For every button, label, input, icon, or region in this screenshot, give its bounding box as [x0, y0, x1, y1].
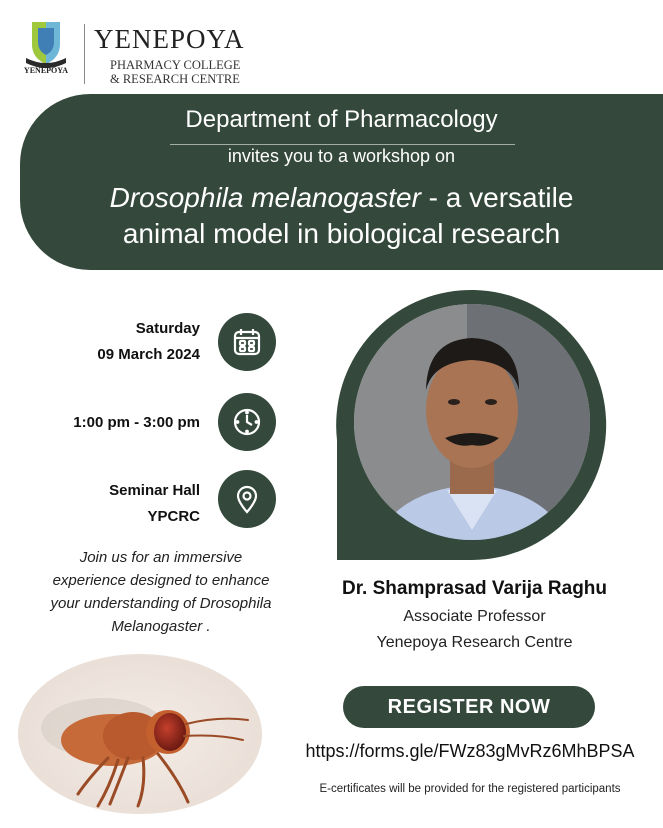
crest-caption: YENEPOYA: [23, 66, 69, 75]
clock-icon: [218, 393, 276, 451]
topic-continuation: - a versatile: [420, 182, 574, 213]
banner-divider: [170, 144, 515, 145]
register-now-button[interactable]: REGISTER NOW: [343, 686, 595, 728]
event-date: [97, 316, 200, 368]
event-time: 1:00 pm - 3:00 pm: [73, 414, 200, 431]
brand-subtitle-line1: PHARMACY COLLEGE: [110, 58, 241, 72]
certificate-note: E-certificates will be provided for the registered participants: [319, 783, 621, 795]
event-venue: [109, 478, 200, 530]
venue-hall: Seminar Hall: [109, 482, 200, 499]
speaker-organization: Yenepoya Research Centre: [376, 634, 573, 651]
venue-campus: YPCRC: [147, 508, 200, 525]
logo-divider: [84, 24, 85, 84]
speaker-photo: [327, 290, 607, 560]
brand-subtitle-line2: & RESEARCH CENTRE: [110, 72, 240, 86]
location-pin-icon: [218, 470, 276, 528]
description-line: experience designed to enhance: [52, 572, 270, 589]
workshop-topic-line2: animal model in biological research: [122, 218, 561, 249]
topic-species: Drosophila melanogaster: [109, 182, 421, 213]
college-crest-icon: [18, 18, 74, 92]
description-line: Melanogaster .: [111, 618, 211, 635]
fruit-fly-photo: [18, 654, 263, 814]
department-title: Department of Pharmacology: [185, 106, 498, 133]
title-banner: [20, 94, 663, 270]
description-line: your understanding of Drosophila: [50, 595, 272, 612]
invite-line: invites you to a workshop on: [227, 146, 456, 166]
calendar-icon: [218, 313, 276, 371]
workshop-description: [20, 546, 302, 638]
brand-name: YENEPOYA: [94, 24, 245, 54]
college-logo: [18, 18, 268, 92]
workshop-topic-line1: [20, 182, 663, 214]
description-line: Join us for an immersive: [79, 549, 243, 566]
event-day: Saturday: [135, 320, 200, 337]
event-date-value: 09 March 2024: [97, 346, 200, 363]
speaker-name: Dr. Shamprasad Varija Raghu: [341, 578, 608, 599]
registration-link[interactable]: https://forms.gle/FWz83gMvRz6MhBPSA: [305, 741, 635, 761]
speaker-role: Associate Professor: [403, 608, 546, 625]
